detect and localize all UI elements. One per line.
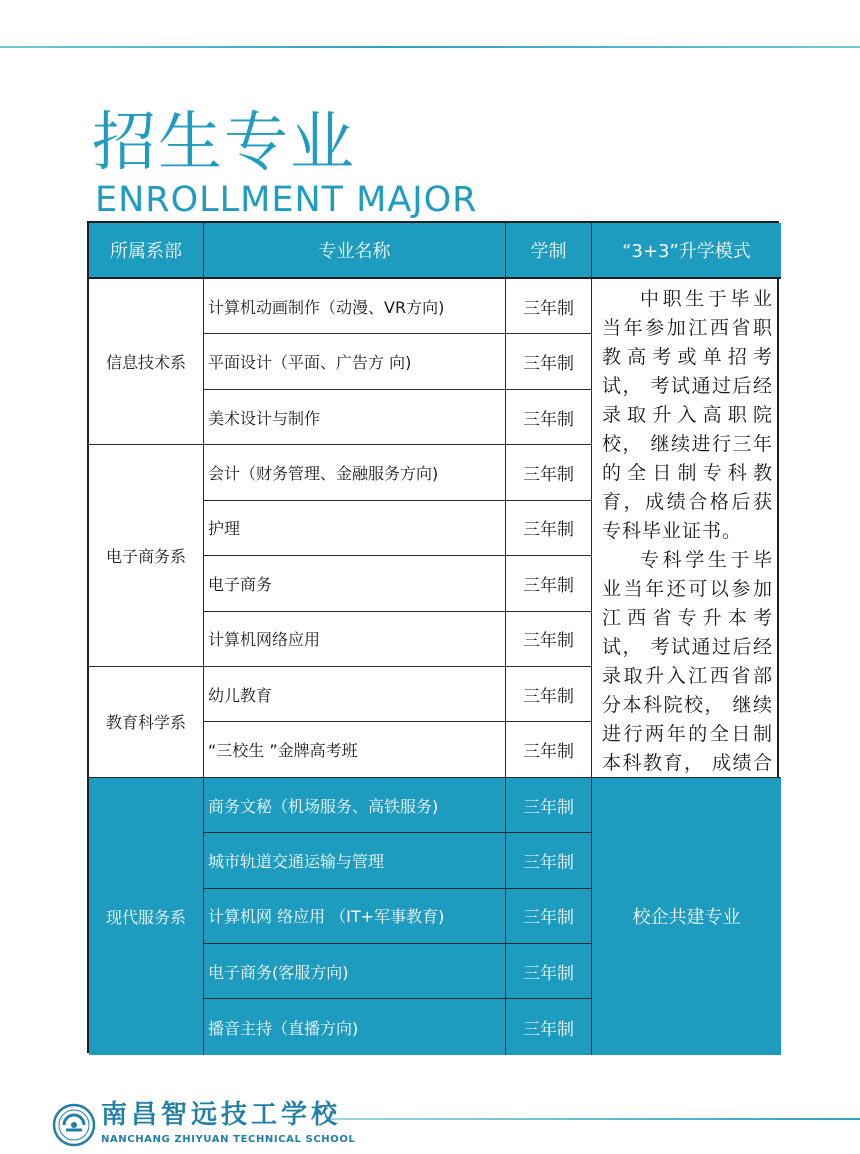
page-title: 招生专业 [92, 106, 356, 180]
header-pathway: “3+3”升学模式 [592, 223, 781, 279]
pathway-paragraph: 中职生于毕业当年参加江西省职教高考或单招考试， 考试通过后经录取升入高职院校， 继续进行三年的全日制专科教育，成绩合格后获专科毕业证书。 [602, 288, 773, 542]
department-it: 信息技术系 [89, 279, 204, 445]
table-row-major: 计算机网络应用 [204, 612, 506, 667]
table-row-duration: 三年制 [506, 778, 592, 833]
table-row-major: 计算机动画制作（动漫、VR方向) [204, 279, 506, 334]
table-row-duration: 三年制 [506, 833, 592, 888]
table-row-duration: 三年制 [506, 279, 592, 334]
school-emblem-icon [52, 1103, 96, 1147]
table-row-major: 平面设计（平面、广告方 向) [204, 334, 506, 389]
table-row-duration: 三年制 [506, 390, 592, 445]
bottom-divider-line [330, 1118, 860, 1120]
header-duration: 学制 [506, 223, 592, 279]
school-name: 南昌智远技工学校 [101, 1100, 342, 1130]
table-row-major: 会计（财务管理、金融服务方向) [204, 445, 506, 500]
pathway-paragraph: 专科学生于毕业当年还可以参加江西省专升本考试， 考试通过后经录取升入江西省部分本科院校， 继续进行两年的全日制本科教育， 成绩合 [602, 549, 773, 774]
table-row-major: 电子商务(客服方向) [204, 944, 506, 999]
department-education: 教育科学系 [89, 667, 204, 778]
table-row-duration: 三年制 [506, 944, 592, 999]
table-row-major: 美术设计与制作 [204, 390, 506, 445]
table-row-duration: 三年制 [506, 999, 592, 1054]
table-row-duration: 三年制 [506, 889, 592, 944]
table-row-duration: 三年制 [506, 667, 592, 722]
table-row-major: 电子商务 [204, 556, 506, 611]
table-row-duration: 三年制 [506, 612, 592, 667]
table-row-duration: 三年制 [506, 722, 592, 777]
department-ecommerce: 电子商务系 [89, 445, 204, 667]
table-row-major: 计算机网 络应用 （IT+军事教育) [204, 889, 506, 944]
header-department: 所属系部 [89, 223, 204, 279]
department-modern-service: 现代服务系 [89, 778, 204, 1055]
table-row-major: 播音主持（直播方向) [204, 999, 506, 1054]
table-row-duration: 三年制 [506, 556, 592, 611]
table-row-major: 护理 [204, 501, 506, 556]
table-row-duration: 三年制 [506, 334, 592, 389]
enrollment-table [87, 221, 779, 1053]
school-name-english: NANCHANG ZHIYUAN TECHNICAL SCHOOL [101, 1134, 356, 1145]
header-major: 专业名称 [204, 223, 506, 279]
table-row-major: 城市轨道交通运输与管理 [204, 833, 506, 888]
table-row-major: “三校生 ”金牌高考班 [204, 722, 506, 777]
co-build-label: 校企共建专业 [592, 778, 781, 1055]
table-row-major: 幼儿教育 [204, 667, 506, 722]
table-row-duration: 三年制 [506, 501, 592, 556]
page-subtitle: ENROLLMENT MAJOR [95, 180, 478, 220]
table-row-duration: 三年制 [506, 445, 592, 500]
table-row-major: 商务文秘（机场服务、高铁服务) [204, 778, 506, 833]
top-divider-line [0, 46, 860, 48]
pathway-description [592, 279, 781, 778]
